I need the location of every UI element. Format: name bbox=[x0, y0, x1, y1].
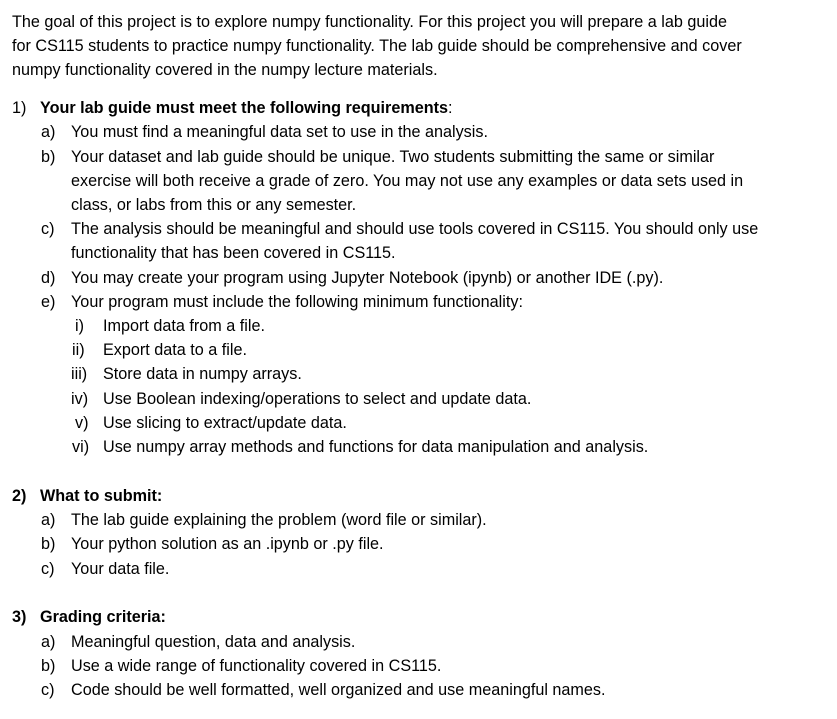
section-2-item-a-marker: a) bbox=[41, 511, 56, 529]
section-1-item-d-text: You may create your program using Jupyter Notebook (ipynb) or another IDE (.py). bbox=[71, 269, 664, 287]
section-3-item-b-marker: b) bbox=[41, 657, 56, 675]
section-2-item-c-marker: c) bbox=[41, 560, 55, 578]
section-3-item-a-text: Meaningful question, data and analysis. bbox=[71, 633, 356, 651]
section-1-item-b-marker: b) bbox=[41, 148, 56, 166]
section-1-item-b-line-3: class, or labs from this or any semester. bbox=[71, 196, 357, 214]
intro-line-2: for CS115 students to practice numpy functionality. The lab guide should be comprehensive and cover bbox=[12, 37, 742, 55]
section-1-subitem-iv-marker: iv) bbox=[71, 390, 89, 408]
section-1-item-d-marker: d) bbox=[41, 269, 56, 287]
section-1-subitem-v-marker: v) bbox=[75, 414, 89, 432]
section-1-subitem-vi-text: Use numpy array methods and functions for data manipulation and analysis. bbox=[103, 438, 649, 456]
section-1-subitem-iv-text: Use Boolean indexing/operations to select and update data. bbox=[103, 390, 532, 408]
section-1-subitem-i-marker: i) bbox=[75, 317, 84, 335]
section-1-subitem-iii-text: Store data in numpy arrays. bbox=[103, 365, 302, 383]
section-1-subitem-ii-text: Export data to a file. bbox=[103, 341, 247, 359]
section-3-item-a-marker: a) bbox=[41, 633, 56, 651]
section-1-item-b-line-1: Your dataset and lab guide should be unique. Two students submitting the same or similar bbox=[71, 148, 715, 166]
section-1-title-colon: : bbox=[448, 99, 453, 117]
section-1-item-a-marker: a) bbox=[41, 123, 56, 141]
section-2-title: What to submit: bbox=[40, 487, 163, 505]
section-1-item-a-text: You must find a meaningful data set to use in the analysis. bbox=[71, 123, 488, 141]
section-1-item-c-line-1: The analysis should be meaningful and should use tools covered in CS115. You should only use bbox=[71, 220, 759, 238]
section-1-title bbox=[40, 98, 453, 118]
section-1-item-c-line-2: functionality that has been covered in CS115. bbox=[71, 244, 396, 262]
section-1-subitem-iii-marker: iii) bbox=[71, 365, 88, 383]
section-1-subitem-ii-marker: ii) bbox=[72, 341, 85, 359]
section-3-title: Grading criteria: bbox=[40, 608, 166, 626]
section-1-item-b-line-2: exercise will both receive a grade of zero. You may not use any examples or data sets used in bbox=[71, 172, 744, 190]
section-1-title-text: Your lab guide must meet the following requirements bbox=[40, 99, 449, 117]
section-2-item-c-text: Your data file. bbox=[71, 560, 170, 578]
section-1-subitem-vi-marker: vi) bbox=[72, 438, 90, 456]
section-3-item-c-text: Code should be well formatted, well organized and use meaningful names. bbox=[71, 681, 606, 699]
section-1-subitem-v-text: Use slicing to extract/update data. bbox=[103, 414, 347, 432]
section-2-item-a-text: The lab guide explaining the problem (word file or similar). bbox=[71, 511, 487, 529]
section-2-item-b-marker: b) bbox=[41, 535, 56, 553]
section-3-number: 3) bbox=[12, 608, 27, 626]
section-2-item-b-text: Your python solution as an .ipynb or .py file. bbox=[71, 535, 384, 553]
section-1-item-e-marker: e) bbox=[41, 293, 56, 311]
section-1-item-e-text: Your program must include the following minimum functionality: bbox=[71, 293, 523, 311]
intro-line-1: The goal of this project is to explore numpy functionality. For this project you will prepare a lab guide bbox=[12, 13, 728, 31]
section-3-item-c-marker: c) bbox=[41, 681, 55, 699]
intro-line-3: numpy functionality covered in the numpy lecture materials. bbox=[12, 61, 438, 79]
section-1-item-c-marker: c) bbox=[41, 220, 55, 238]
section-1-number: 1) bbox=[12, 99, 27, 117]
section-1-subitem-i-text: Import data from a file. bbox=[103, 317, 265, 335]
section-3-item-b-text: Use a wide range of functionality covered in CS115. bbox=[71, 657, 442, 675]
section-2-number: 2) bbox=[12, 487, 27, 505]
